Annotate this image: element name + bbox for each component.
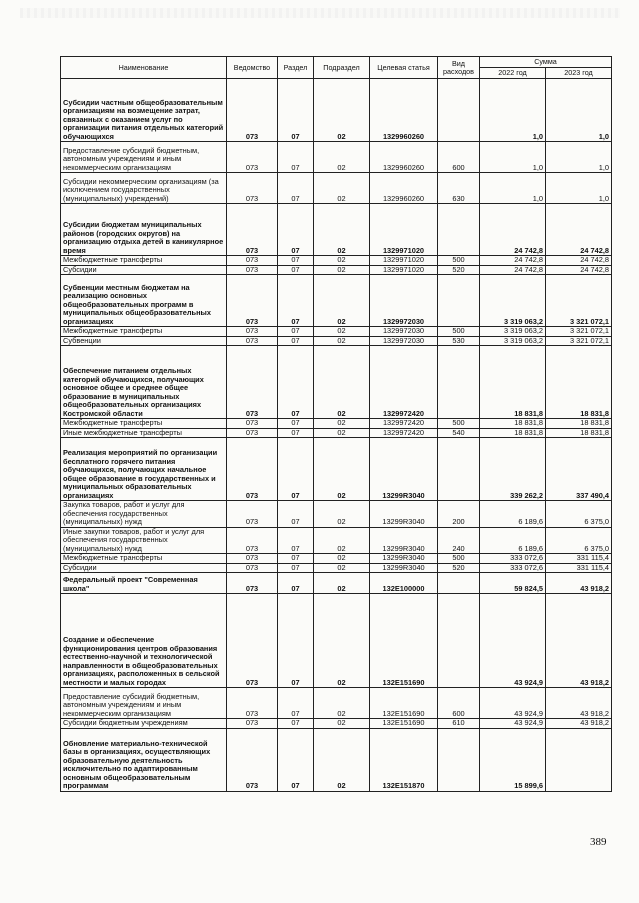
cell-expense-type <box>438 204 480 256</box>
cell-section: 07 <box>278 728 314 791</box>
cell-sum-2023: 24 742,8 <box>546 204 612 256</box>
cell-ministry: 073 <box>227 527 278 554</box>
header-ministry: Ведомство <box>227 57 278 79</box>
table-row <box>61 419 612 429</box>
cell-name: Обновление материально-технической базы в организациях, осуществляющих образовательную деятельность исключительно по адаптированным основным общеобразовательным программам <box>61 728 227 791</box>
cell-sum-2022: 1,0 <box>480 79 546 142</box>
cell-name: Субсидии частным общеобразовательным организациям на возмещение затрат, связанных с оказанием услуг по организации питания отдельных категорий обучающихся <box>61 79 227 142</box>
cell-expense-type <box>438 79 480 142</box>
table-row <box>61 728 612 791</box>
cell-section: 07 <box>278 336 314 346</box>
cell-ministry: 073 <box>227 554 278 564</box>
cell-sum-2023: 24 742,8 <box>546 265 612 275</box>
cell-sum-2022: 24 742,8 <box>480 204 546 256</box>
cell-section: 07 <box>278 173 314 204</box>
cell-target-article: 132E151690 <box>370 594 438 688</box>
cell-target-article: 13299R3040 <box>370 438 438 501</box>
cell-expense-type: 530 <box>438 336 480 346</box>
cell-expense-type: 540 <box>438 428 480 438</box>
cell-section: 07 <box>278 438 314 501</box>
cell-name: Субсидии <box>61 563 227 573</box>
cell-expense-type <box>438 438 480 501</box>
cell-name: Межбюджетные трансферты <box>61 554 227 564</box>
cell-sum-2022: 15 899,6 <box>480 728 546 791</box>
table-row <box>61 594 612 688</box>
page-number: 389 <box>590 836 607 848</box>
cell-target-article: 132E151870 <box>370 728 438 791</box>
cell-expense-type: 520 <box>438 563 480 573</box>
cell-ministry: 073 <box>227 204 278 256</box>
cell-target-article: 1329972420 <box>370 346 438 419</box>
cell-expense-type: 500 <box>438 419 480 429</box>
cell-name: Субсидии бюджетным учреждениям <box>61 719 227 729</box>
cell-ministry: 073 <box>227 501 278 528</box>
table-row <box>61 438 612 501</box>
cell-ministry: 073 <box>227 438 278 501</box>
cell-target-article: 13299R3040 <box>370 563 438 573</box>
cell-sum-2022: 3 319 063,2 <box>480 275 546 327</box>
cell-sum-2022: 18 831,8 <box>480 346 546 419</box>
cell-ministry: 073 <box>227 142 278 173</box>
cell-sum-2023: 6 375,0 <box>546 501 612 528</box>
cell-name: Иные закупки товаров, работ и услуг для обеспечения государственных (муниципальных) нужд <box>61 527 227 554</box>
table-row <box>61 563 612 573</box>
cell-name: Субвенции местным бюджетам на реализацию основных общеобразовательных программ в муниципальных общеобразовательных организациях <box>61 275 227 327</box>
table-row <box>61 79 612 142</box>
cell-name: Предоставление субсидий бюджетным, автономным учреждениям и иным некоммерческим организациям <box>61 142 227 173</box>
cell-sum-2023: 43 918,2 <box>546 719 612 729</box>
cell-name: Субсидии бюджетам муниципальных районов (городских округов) на организацию отдыха детей в каникулярное время <box>61 204 227 256</box>
cell-section: 07 <box>278 527 314 554</box>
cell-expense-type <box>438 728 480 791</box>
cell-ministry: 073 <box>227 573 278 594</box>
cell-sum-2023: 331 115,4 <box>546 563 612 573</box>
cell-section: 07 <box>278 79 314 142</box>
cell-expense-type <box>438 346 480 419</box>
cell-sum-2022: 339 262,2 <box>480 438 546 501</box>
cell-target-article: 1329972030 <box>370 327 438 337</box>
cell-section: 07 <box>278 554 314 564</box>
header-year-2023: 2023 год <box>546 68 612 79</box>
cell-sum-2022: 3 319 063,2 <box>480 336 546 346</box>
cell-subsection: 02 <box>314 438 370 501</box>
scan-artifact <box>20 8 620 18</box>
cell-name: Иные межбюджетные трансферты <box>61 428 227 438</box>
table-row <box>61 501 612 528</box>
cell-sum-2023: 1,0 <box>546 79 612 142</box>
cell-name: Создание и обеспечение функционирования центров образования естественно-научной и технологической направленности в общеобразовательных организациях, расположенных в сельской местности и малых городах <box>61 594 227 688</box>
cell-section: 07 <box>278 346 314 419</box>
cell-section: 07 <box>278 419 314 429</box>
cell-section: 07 <box>278 563 314 573</box>
cell-sum-2023: 1,0 <box>546 142 612 173</box>
cell-subsection: 02 <box>314 256 370 266</box>
cell-subsection: 02 <box>314 728 370 791</box>
cell-sum-2022: 3 319 063,2 <box>480 327 546 337</box>
cell-sum-2023 <box>546 728 612 791</box>
cell-name: Реализация мероприятий по организации бесплатного горячего питания обучающихся, получающих начальное общее образование в государственных и муниципальных образовательных организациях <box>61 438 227 501</box>
cell-target-article: 13299R3040 <box>370 527 438 554</box>
cell-target-article: 1329960260 <box>370 79 438 142</box>
cell-ministry: 073 <box>227 563 278 573</box>
cell-sum-2023: 18 831,8 <box>546 419 612 429</box>
table-row <box>61 688 612 719</box>
cell-target-article: 132E151690 <box>370 719 438 729</box>
cell-target-article: 1329960260 <box>370 142 438 173</box>
cell-name: Субсидии <box>61 265 227 275</box>
cell-target-article: 1329972420 <box>370 419 438 429</box>
cell-sum-2022: 18 831,8 <box>480 419 546 429</box>
cell-sum-2022: 1,0 <box>480 142 546 173</box>
cell-ministry: 073 <box>227 265 278 275</box>
cell-ministry: 073 <box>227 173 278 204</box>
cell-target-article: 132E100000 <box>370 573 438 594</box>
cell-subsection: 02 <box>314 554 370 564</box>
cell-subsection: 02 <box>314 275 370 327</box>
cell-expense-type: 600 <box>438 688 480 719</box>
cell-sum-2022: 24 742,8 <box>480 256 546 266</box>
cell-section: 07 <box>278 719 314 729</box>
header-expense-type: Вид расходов <box>438 57 480 79</box>
cell-sum-2022: 6 189,6 <box>480 501 546 528</box>
cell-subsection: 02 <box>314 79 370 142</box>
table-row <box>61 554 612 564</box>
cell-ministry: 073 <box>227 688 278 719</box>
cell-subsection: 02 <box>314 419 370 429</box>
table-row <box>61 428 612 438</box>
cell-sum-2023: 6 375,0 <box>546 527 612 554</box>
table-row <box>61 142 612 173</box>
header-sum: Сумма <box>480 57 612 68</box>
cell-target-article: 1329960260 <box>370 173 438 204</box>
cell-subsection: 02 <box>314 573 370 594</box>
table-row <box>61 173 612 204</box>
cell-sum-2022: 43 924,9 <box>480 719 546 729</box>
cell-sum-2022: 59 824,5 <box>480 573 546 594</box>
cell-ministry: 073 <box>227 336 278 346</box>
cell-sum-2022: 24 742,8 <box>480 265 546 275</box>
cell-ministry: 073 <box>227 594 278 688</box>
cell-expense-type: 500 <box>438 256 480 266</box>
cell-sum-2023: 18 831,8 <box>546 346 612 419</box>
header-target-article: Целевая статья <box>370 57 438 79</box>
cell-ministry: 073 <box>227 256 278 266</box>
cell-expense-type <box>438 573 480 594</box>
cell-target-article: 1329972030 <box>370 336 438 346</box>
cell-sum-2023: 1,0 <box>546 173 612 204</box>
cell-subsection: 02 <box>314 336 370 346</box>
table-row <box>61 527 612 554</box>
header-subsection: Подраздел <box>314 57 370 79</box>
cell-target-article: 13299R3040 <box>370 554 438 564</box>
cell-ministry: 073 <box>227 275 278 327</box>
cell-target-article: 1329971020 <box>370 265 438 275</box>
cell-sum-2022: 43 924,9 <box>480 594 546 688</box>
cell-section: 07 <box>278 428 314 438</box>
cell-subsection: 02 <box>314 346 370 419</box>
cell-sum-2023: 18 831,8 <box>546 428 612 438</box>
cell-section: 07 <box>278 265 314 275</box>
cell-ministry: 073 <box>227 79 278 142</box>
header-year-2022: 2022 год <box>480 68 546 79</box>
table-row <box>61 346 612 419</box>
cell-expense-type: 520 <box>438 265 480 275</box>
cell-ministry: 073 <box>227 728 278 791</box>
cell-sum-2022: 333 072,6 <box>480 554 546 564</box>
table-body <box>61 79 612 792</box>
cell-target-article: 1329971020 <box>370 256 438 266</box>
cell-subsection: 02 <box>314 265 370 275</box>
cell-expense-type <box>438 594 480 688</box>
cell-name: Межбюджетные трансферты <box>61 256 227 266</box>
cell-sum-2022: 43 924,9 <box>480 688 546 719</box>
table-row <box>61 573 612 594</box>
budget-table <box>60 56 612 792</box>
cell-subsection: 02 <box>314 501 370 528</box>
cell-name: Межбюджетные трансферты <box>61 419 227 429</box>
table-row <box>61 719 612 729</box>
cell-section: 07 <box>278 688 314 719</box>
cell-expense-type <box>438 275 480 327</box>
cell-section: 07 <box>278 204 314 256</box>
cell-expense-type: 500 <box>438 554 480 564</box>
header-name: Наименование <box>61 57 227 79</box>
cell-section: 07 <box>278 327 314 337</box>
cell-name: Межбюджетные трансферты <box>61 327 227 337</box>
cell-ministry: 073 <box>227 428 278 438</box>
cell-subsection: 02 <box>314 204 370 256</box>
table-row <box>61 336 612 346</box>
cell-target-article: 1329971020 <box>370 204 438 256</box>
cell-sum-2022: 18 831,8 <box>480 428 546 438</box>
cell-subsection: 02 <box>314 428 370 438</box>
cell-name: Обеспечение питанием отдельных категорий обучающихся, получающих основное общее и среднее общее образование в муниципальных общеобразовательных организациях Костромской области <box>61 346 227 419</box>
cell-subsection: 02 <box>314 688 370 719</box>
table-row <box>61 275 612 327</box>
cell-subsection: 02 <box>314 142 370 173</box>
cell-section: 07 <box>278 501 314 528</box>
cell-ministry: 073 <box>227 719 278 729</box>
cell-expense-type: 610 <box>438 719 480 729</box>
cell-sum-2023: 331 115,4 <box>546 554 612 564</box>
cell-expense-type: 600 <box>438 142 480 173</box>
table-row <box>61 256 612 266</box>
cell-subsection: 02 <box>314 719 370 729</box>
cell-subsection: 02 <box>314 594 370 688</box>
cell-subsection: 02 <box>314 563 370 573</box>
cell-name: Закупка товаров, работ и услуг для обеспечения государственных (муниципальных) нужд <box>61 501 227 528</box>
cell-sum-2023: 3 321 072,1 <box>546 275 612 327</box>
cell-expense-type: 240 <box>438 527 480 554</box>
header-section: Раздел <box>278 57 314 79</box>
cell-name: Федеральный проект "Современная школа" <box>61 573 227 594</box>
cell-sum-2023: 43 918,2 <box>546 573 612 594</box>
cell-expense-type: 500 <box>438 327 480 337</box>
cell-ministry: 073 <box>227 327 278 337</box>
cell-section: 07 <box>278 573 314 594</box>
cell-target-article: 1329972030 <box>370 275 438 327</box>
table-row <box>61 265 612 275</box>
cell-name: Субсидии некоммерческим организациям (за исключением государственных (муниципальных) учреждений) <box>61 173 227 204</box>
cell-sum-2022: 1,0 <box>480 173 546 204</box>
cell-sum-2023: 43 918,2 <box>546 594 612 688</box>
cell-sum-2023: 337 490,4 <box>546 438 612 501</box>
cell-sum-2022: 333 072,6 <box>480 563 546 573</box>
cell-section: 07 <box>278 256 314 266</box>
cell-target-article: 13299R3040 <box>370 501 438 528</box>
cell-ministry: 073 <box>227 346 278 419</box>
cell-sum-2023: 24 742,8 <box>546 256 612 266</box>
cell-name: Предоставление субсидий бюджетным, автономным учреждениям и иным некоммерческим организациям <box>61 688 227 719</box>
cell-subsection: 02 <box>314 173 370 204</box>
cell-target-article: 1329972420 <box>370 428 438 438</box>
cell-name: Субвенции <box>61 336 227 346</box>
table-row <box>61 204 612 256</box>
cell-target-article: 132E151690 <box>370 688 438 719</box>
cell-section: 07 <box>278 275 314 327</box>
cell-expense-type: 630 <box>438 173 480 204</box>
cell-sum-2022: 6 189,6 <box>480 527 546 554</box>
cell-expense-type: 200 <box>438 501 480 528</box>
cell-subsection: 02 <box>314 327 370 337</box>
cell-ministry: 073 <box>227 419 278 429</box>
cell-section: 07 <box>278 142 314 173</box>
cell-sum-2023: 3 321 072,1 <box>546 327 612 337</box>
table-row <box>61 327 612 337</box>
cell-section: 07 <box>278 594 314 688</box>
cell-sum-2023: 3 321 072,1 <box>546 336 612 346</box>
cell-sum-2023: 43 918,2 <box>546 688 612 719</box>
cell-subsection: 02 <box>314 527 370 554</box>
